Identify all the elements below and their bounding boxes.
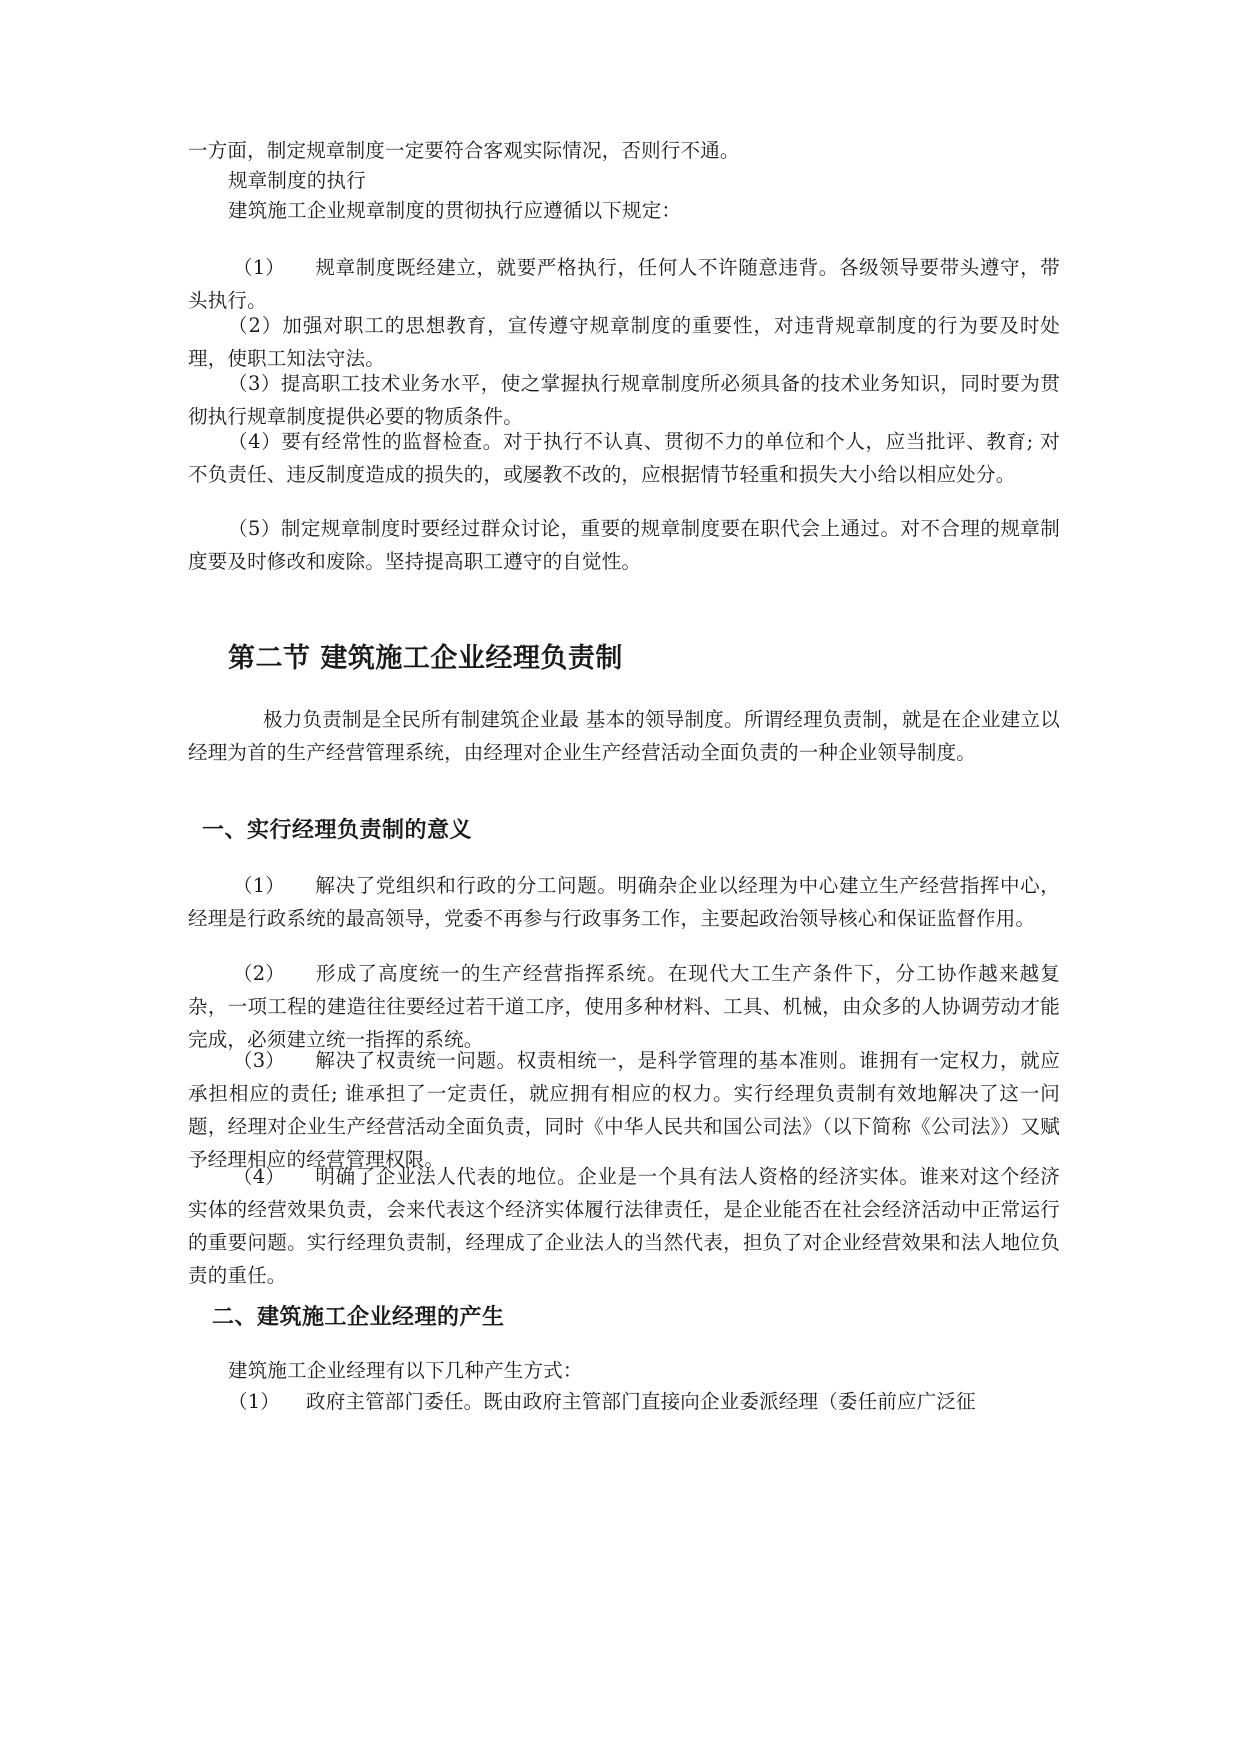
item-number: （4） — [233, 1165, 286, 1188]
meaning-item — [188, 957, 1060, 1056]
item-text: 解决了权责统一问题。权责相统一，是科学管理的基本准则。谁拥有一定权力，就应承担相应的责任; 谁承担了一定责任，就应拥有相应的权力。实行经理负责制有效地解决了这一问题，经理对企业生产经营活动全面负责，同时《中华人民共和国公司法》（以下简称《公司法》）又赋予经理相应的经营管理权限。 — [188, 1049, 1060, 1171]
rule-item — [188, 251, 1060, 317]
subheading-line: 规章制度的执行 — [228, 169, 366, 192]
rule-item — [188, 425, 1060, 491]
rule-item — [188, 309, 1060, 375]
item-number: （2） — [233, 962, 286, 985]
item-number: （1） — [228, 1390, 281, 1413]
subsection-title: 一、实行经理负责制的意义 — [202, 817, 473, 843]
item-number: （5） — [228, 517, 281, 540]
item-text: 加强对职工的思想教育，宣传遵守规章制度的重要性，对违背规章制度的行为要及时处理，使职工知法守法。 — [188, 314, 1060, 370]
item-number: （4） — [228, 430, 282, 453]
item-text: 明确了企业法人代表的地位。企业是一个具有法人资格的经济实体。谁来对这个经济实体的经营效果负责，会来代表这个经济实体履行法律责任，是企业能否在社会经济活动中正常运行的重要问题。实行经理负责制，经理成了企业法人的当然代表，担负了对企业经营效果和法人地位负责的重任。 — [188, 1165, 1060, 1287]
section-title: 第二节 建筑施工企业经理负责制 — [228, 643, 623, 674]
item-number: （3） — [228, 372, 281, 395]
item-text: 要有经常性的监督检查。对于执行不认真、贯彻不力的单位和个人，应当批评、教育; 对不负责任、违反制度造成的损失的，或屡教不改的，应根据情节轻重和损失大小给以相应处分。 — [188, 430, 1060, 486]
section-intro: 极力负责制是全民所有制建筑企业最 基本的领导制度。所谓经理负责制，就是在企业建立以经理为首的生产经营管理系统，由经理对企业生产经营活动全面负责的一种企业领导制度。 — [188, 708, 1060, 764]
body-line: 建筑施工企业规章制度的贯彻执行应遵循以下规定： — [228, 199, 682, 222]
item-text: 提高职工技术业务水平，使之掌握执行规章制度所必须具备的技术业务知识，同时要为贯彻执行规章制度提供必要的物质条件。 — [188, 372, 1060, 428]
item-number: （3） — [233, 1049, 286, 1072]
item-text: 制定规章制度时要经过群众讨论，重要的规章制度要在职代会上通过。对不合理的规章制度要及时修改和废除。坚持提高职工遵守的自觉性。 — [188, 517, 1060, 573]
subsection-intro: 建筑施工企业经理有以下几种产生方式： — [228, 1359, 583, 1382]
item-number: （1） — [233, 874, 286, 897]
item-number: （2） — [228, 314, 283, 337]
body-line: 一方面，制定规章制度一定要符合客观实际情况，否则行不通。 — [188, 139, 740, 162]
meaning-item — [188, 1160, 1060, 1292]
item-text: 解决了党组织和行政的分工问题。明确杂企业以经理为中心建立生产经营指挥中心，经理是行政系统的最高领导，党委不再参与行政事务工作，主要起政治领导核心和保证监督作用。 — [188, 874, 1060, 930]
subsection-title: 二、建筑施工企业经理的产生 — [212, 1304, 505, 1330]
meaning-item — [188, 1044, 1060, 1176]
item-text: 形成了高度统一的生产经营指挥系统。在现代大工生产条件下，分工协作越来越复杂，一项工程的建造往往要经过若干道工序，使用多种材料、工具、机械，由众多的人协调劳动才能完成，必须建立统一指挥的系统。 — [188, 962, 1060, 1051]
item-text: 政府主管部门委任。既由政府主管部门直接向企业委派经理（委任前应广泛征 — [306, 1390, 976, 1413]
meaning-item — [188, 869, 1060, 935]
rule-item — [188, 512, 1060, 578]
item-text: 规章制度既经建立，就要严格执行，任何人不许随意违背。各级领导要带头遵守，带头执行。 — [188, 256, 1060, 312]
production-item — [188, 1385, 1060, 1418]
item-number: （1） — [233, 256, 286, 279]
rule-item — [188, 367, 1060, 433]
